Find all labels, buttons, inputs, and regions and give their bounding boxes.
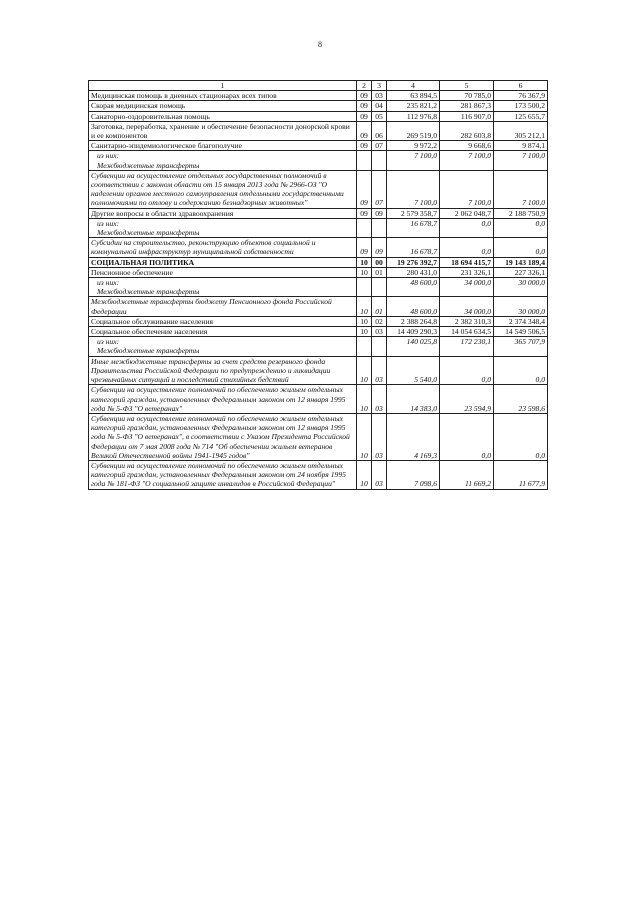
subsection-code-cell: 00 [372, 257, 387, 267]
value-col5-cell: 231 326,1 [440, 267, 494, 277]
row-name-cell [89, 337, 357, 356]
table-row [89, 413, 548, 460]
section-code-cell: 09 [357, 111, 372, 121]
subsection-code-cell: 03 [372, 91, 387, 101]
value-col4-cell: 5 540,0 [387, 356, 440, 385]
subsection-code-cell [372, 337, 387, 356]
value-col4-cell: 7 100,0 [387, 170, 440, 208]
row-sub-name: Межбюджетные трансферты [97, 287, 200, 297]
budget-table [88, 80, 548, 490]
section-code-cell: 10 [357, 257, 372, 267]
value-col4-cell: 19 276 392,7 [387, 257, 440, 267]
value-col6-cell: 365 707,9 [494, 337, 548, 356]
value-col5-cell: 2 062 048,7 [440, 208, 494, 218]
value-col6-cell: 2 374 348,4 [494, 316, 548, 326]
value-col4-cell: 14 383,0 [387, 385, 440, 414]
value-col5-cell: 0,0 [440, 356, 494, 385]
section-code-cell: 09 [357, 208, 372, 218]
row-sub-caption: из них: [97, 337, 120, 347]
subsection-code-cell: 09 [372, 208, 387, 218]
row-name-cell: Субвенции на осуществление полномочий по обеспечению жильем отдельных категорий граждан, установленных Федеральным законом от 12 января 1995 года № 5-ФЗ "О ветеранах", в соответствии с Указом Президента Российской Федерации от 7 мая 2008 года № 714 "Об обеспечении жильем ветеранов Великой Отечественной войны 1941-1945 годов" [89, 413, 357, 460]
row-name-cell [89, 151, 357, 170]
value-col6-cell: 227 326,1 [494, 267, 548, 277]
table-row [89, 151, 548, 170]
section-code-cell: 10 [357, 413, 372, 460]
row-name-cell: СОЦИАЛЬНАЯ ПОЛИТИКА [89, 257, 357, 267]
value-col6-cell: 125 655,7 [494, 111, 548, 121]
row-sub-caption: из них: [97, 218, 120, 228]
value-col5-cell: 7 100,0 [440, 151, 494, 170]
value-col5-cell: 7 100,0 [440, 170, 494, 208]
section-code-cell [357, 337, 372, 356]
table-row [89, 385, 548, 414]
value-col6-cell: 173 500,2 [494, 101, 548, 111]
value-col6-cell: 0,0 [494, 413, 548, 460]
value-col4-cell: 2 579 358,7 [387, 208, 440, 218]
table-row [89, 267, 548, 277]
table-row [89, 91, 548, 101]
section-code-cell: 10 [357, 385, 372, 414]
row-name-cell: Другие вопросы в области здравоохранения [89, 208, 357, 218]
subsection-code-cell: 07 [372, 141, 387, 151]
table-row [89, 316, 548, 326]
subsection-code-cell: 05 [372, 111, 387, 121]
value-col6-cell: 0,0 [494, 238, 548, 257]
section-code-cell [357, 218, 372, 237]
section-code-cell [357, 151, 372, 170]
value-col6-cell: 11 677,9 [494, 460, 548, 489]
row-name-cell: Скорая медицинская помощь [89, 101, 357, 111]
section-code-cell [357, 278, 372, 297]
subsection-code-cell: 03 [372, 356, 387, 385]
value-col5-cell: 0,0 [440, 413, 494, 460]
section-code-cell: 09 [357, 170, 372, 208]
header-cell: 1 [89, 81, 357, 91]
value-col5-cell: 23 594,9 [440, 385, 494, 414]
value-col5-cell: 281 867,3 [440, 101, 494, 111]
value-col4-cell: 7 098,6 [387, 460, 440, 489]
section-code-cell: 10 [357, 327, 372, 337]
header-cell: 3 [372, 81, 387, 91]
value-col4-cell: 16 678,7 [387, 238, 440, 257]
value-col4-cell: 140 025,8 [387, 337, 440, 356]
value-col6-cell: 23 598,6 [494, 385, 548, 414]
value-col6-cell: 30 000,0 [494, 278, 548, 297]
subsection-code-cell: 04 [372, 101, 387, 111]
value-col6-cell: 305 212,1 [494, 121, 548, 140]
subsection-code-cell: 09 [372, 238, 387, 257]
row-sub-name: Межбюджетные трансферты [97, 160, 200, 170]
row-sub-name: Межбюджетные трансферты [97, 228, 200, 238]
table-row [89, 257, 548, 267]
value-col5-cell: 18 694 415,7 [440, 257, 494, 267]
table-row [89, 356, 548, 385]
section-code-cell: 09 [357, 121, 372, 140]
row-name-cell: Субсидии на строительство, реконструкцию объектов социальной и коммунальной инфраструктур муниципальной собственности [89, 238, 357, 257]
section-code-cell: 10 [357, 297, 372, 316]
header-cell: 4 [387, 81, 440, 91]
value-col6-cell: 2 188 750,9 [494, 208, 548, 218]
value-col5-cell: 2 382 310,3 [440, 316, 494, 326]
subsection-code-cell: 03 [372, 327, 387, 337]
row-name-cell: Социальное обслуживание населения [89, 316, 357, 326]
row-name-cell: Социальное обеспечение населения [89, 327, 357, 337]
value-col4-cell: 4 169,3 [387, 413, 440, 460]
row-name-cell: Субвенции на осуществление отдельных государственных полномочий в соответствии с законом области от 15 января 2013 года № 2966-ОЗ "О наделении органов местного самоуправления отдельными государственными полномочиями по отлову и содержанию безнадзорных животных" [89, 170, 357, 208]
table-row [89, 218, 548, 237]
value-col4-cell: 112 976,8 [387, 111, 440, 121]
row-name-cell: Иные межбюджетные трансферты за счет средств резервного фонда Правительства Российской Федерации по предупреждению и ликвидации чрезвычайных ситуаций и последствий стихийных бедствий [89, 356, 357, 385]
subsection-code-cell [372, 218, 387, 237]
table-row [89, 337, 548, 356]
header-cell: 6 [494, 81, 548, 91]
value-col4-cell: 235 821,2 [387, 101, 440, 111]
value-col5-cell: 282 603,8 [440, 121, 494, 140]
value-col5-cell: 0,0 [440, 218, 494, 237]
header-cell: 5 [440, 81, 494, 91]
row-name-cell: Пенсионное обеспечение [89, 267, 357, 277]
value-col5-cell: 34 000,0 [440, 297, 494, 316]
value-col4-cell: 9 972,2 [387, 141, 440, 151]
table-row [89, 327, 548, 337]
section-code-cell: 10 [357, 460, 372, 489]
value-col6-cell: 0,0 [494, 356, 548, 385]
value-col6-cell: 0,0 [494, 218, 548, 237]
subsection-code-cell [372, 151, 387, 170]
value-col4-cell: 16 678,7 [387, 218, 440, 237]
row-name-cell: Санаторно-оздоровительная помощь [89, 111, 357, 121]
value-col5-cell: 34 000,0 [440, 278, 494, 297]
value-col5-cell: 0,0 [440, 238, 494, 257]
value-col4-cell: 280 431,0 [387, 267, 440, 277]
section-code-cell: 10 [357, 267, 372, 277]
table-header-row [89, 81, 548, 91]
value-col5-cell: 116 907,0 [440, 111, 494, 121]
row-name-cell: Заготовка, переработка, хранение и обеспечение безопасности донорской крови и ее компонентов [89, 121, 357, 140]
row-sub-caption: из них: [97, 151, 120, 161]
row-name-cell [89, 278, 357, 297]
subsection-code-cell [372, 278, 387, 297]
page-number: 8 [318, 40, 322, 49]
row-name-cell [89, 218, 357, 237]
subsection-code-cell: 02 [372, 316, 387, 326]
subsection-code-cell: 06 [372, 121, 387, 140]
section-code-cell: 09 [357, 141, 372, 151]
table-row [89, 141, 548, 151]
section-code-cell: 09 [357, 238, 372, 257]
row-sub-name: Межбюджетные трансферты [97, 346, 200, 356]
row-name-cell: Медицинская помощь в дневных стационарах всех типов [89, 91, 357, 101]
value-col5-cell: 14 054 634,5 [440, 327, 494, 337]
value-col4-cell: 48 600,0 [387, 278, 440, 297]
row-name-cell: Субвенции на осуществление полномочий по обеспечению жильем отдельных категорий граждан, установленных Федеральным законом от 24 ноября 1995 года № 181-ФЗ "О социальной защите инвалидов в Российской Федерации" [89, 460, 357, 489]
value-col6-cell: 14 549 506,5 [494, 327, 548, 337]
section-code-cell: 09 [357, 101, 372, 111]
value-col6-cell: 9 874,1 [494, 141, 548, 151]
value-col6-cell: 76 367,9 [494, 91, 548, 101]
row-sub-caption: из них: [97, 278, 120, 288]
header-cell: 2 [357, 81, 372, 91]
value-col5-cell: 172 230,1 [440, 337, 494, 356]
section-code-cell: 09 [357, 91, 372, 101]
value-col4-cell: 14 409 290,3 [387, 327, 440, 337]
value-col6-cell: 7 100,0 [494, 151, 548, 170]
subsection-code-cell: 07 [372, 170, 387, 208]
value-col4-cell: 63 894,5 [387, 91, 440, 101]
subsection-code-cell: 01 [372, 297, 387, 316]
section-code-cell: 10 [357, 356, 372, 385]
value-col5-cell: 9 668,6 [440, 141, 494, 151]
table-row [89, 208, 548, 218]
value-col6-cell: 7 100,0 [494, 170, 548, 208]
section-code-cell: 10 [357, 316, 372, 326]
subsection-code-cell: 01 [372, 267, 387, 277]
row-name-cell: Субвенции на осуществление полномочий по обеспечению жильем отдельных категорий граждан, установленных Федеральным законом от 12 января 1995 года № 5-ФЗ "О ветеранах" [89, 385, 357, 414]
subsection-code-cell: 03 [372, 385, 387, 414]
value-col5-cell: 70 785,0 [440, 91, 494, 101]
subsection-code-cell: 03 [372, 460, 387, 489]
table-row [89, 297, 548, 316]
row-name-cell: Санитарно-эпидемиологическое благополучие [89, 141, 357, 151]
table-row [89, 121, 548, 140]
subsection-code-cell: 03 [372, 413, 387, 460]
value-col5-cell: 11 669,2 [440, 460, 494, 489]
row-name-cell: Межбюджетные трансферты бюджету Пенсионного фонда Российской Федерации [89, 297, 357, 316]
table-row [89, 111, 548, 121]
table-row [89, 278, 548, 297]
value-col6-cell: 30 000,0 [494, 297, 548, 316]
value-col4-cell: 7 100,0 [387, 151, 440, 170]
value-col4-cell: 48 600,0 [387, 297, 440, 316]
value-col4-cell: 2 388 264,8 [387, 316, 440, 326]
table-row [89, 460, 548, 489]
table-row [89, 238, 548, 257]
value-col4-cell: 269 519,0 [387, 121, 440, 140]
table-row [89, 101, 548, 111]
value-col6-cell: 19 143 189,4 [494, 257, 548, 267]
table-row [89, 170, 548, 208]
